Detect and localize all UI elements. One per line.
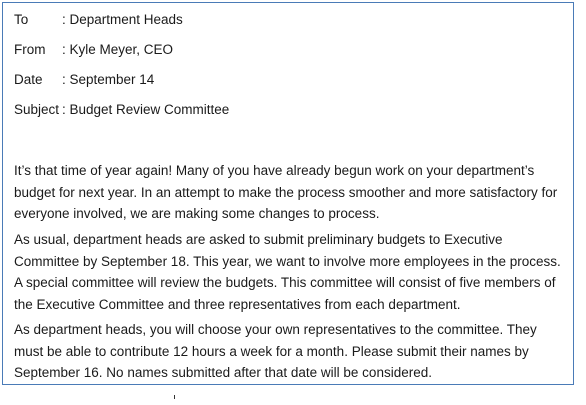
memo-subject-label: Subject — [14, 102, 60, 117]
memo-subject-value: : Budget Review Committee — [62, 102, 230, 117]
memo-date-value: : September 14 — [62, 72, 155, 87]
memo-to-label: To — [14, 12, 29, 27]
memo-from-value: : Kyle Meyer, CEO — [62, 42, 174, 57]
memo-date-row — [14, 71, 154, 89]
memo-from-row — [14, 41, 173, 59]
memo-paragraph-intro: It’s that time of year again! Many of you have already begun work on your department’s budget for next year. In an attempt to make the process smoother and more satisfactory for everyone involved, we are making some changes to process. — [14, 163, 558, 221]
memo-paragraph-process: As usual, department heads are asked to submit preliminary budgets to Executive Committee by September 18. This year, we want to involve more employees in the process. A special committee will review the budgets. This committee will consist of five members of the Executive Committee and three representatives from each department. — [14, 232, 561, 312]
memo-container — [2, 2, 574, 385]
memo-to-row — [14, 11, 183, 29]
memo-from-label: From — [14, 42, 46, 57]
text-cursor-mark — [174, 395, 175, 399]
memo-date-label: Date — [14, 72, 43, 87]
memo-subject-row — [14, 101, 229, 119]
memo-paragraph-representatives: As department heads, you will choose your own representatives to the committee. They must be able to contribute 12 hours a week for a month. Please submit their names by September 16. No names submitted after that date will be considered. — [14, 322, 537, 380]
memo-to-value: : Department Heads — [62, 12, 183, 27]
